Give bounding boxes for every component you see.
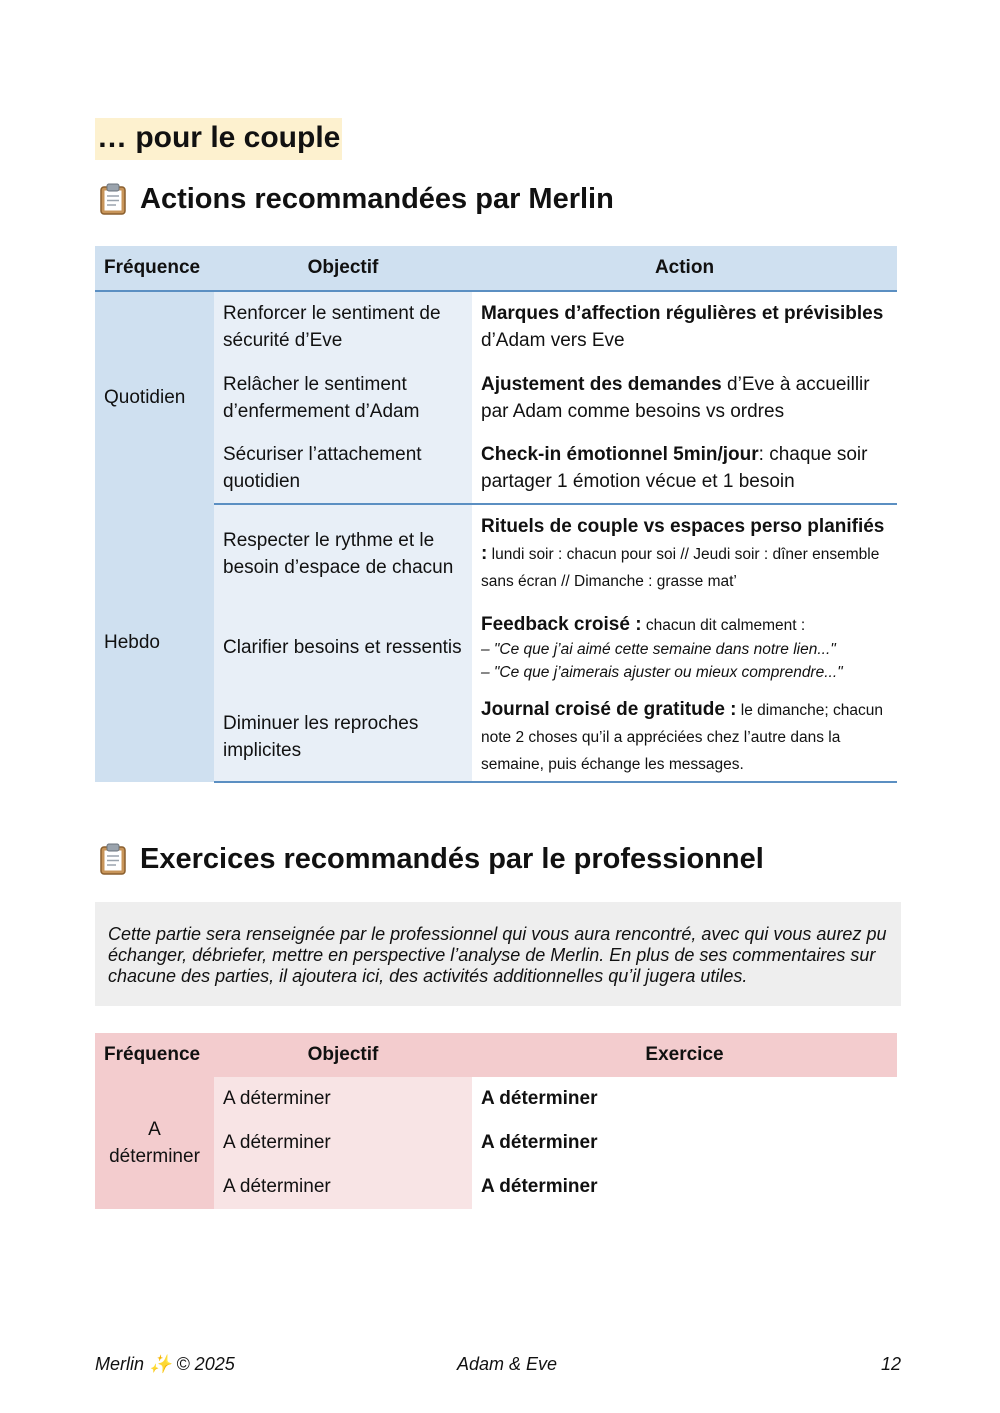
objective-cell: A déterminer [214, 1165, 472, 1209]
table-row [95, 291, 897, 362]
objective-cell: Sécuriser l’attachement quotidien [214, 433, 472, 504]
frequency-cell: Quotidien [95, 291, 214, 504]
footer-couple: Adam & Eve [457, 1354, 558, 1374]
footer-brand: Merlin ✨ © 2025 [95, 1354, 235, 1374]
action-cell [472, 692, 897, 782]
action-detail: d’Eve à accueillir par Adam comme besoins vs ordres [481, 373, 870, 422]
objective-cell: Renforcer le sentiment de sécurité d’Eve [214, 291, 472, 362]
action-cell [472, 291, 897, 362]
table-row [95, 1165, 897, 1209]
table-row [95, 1121, 897, 1165]
action-title: Ajustement des demandes [481, 373, 722, 395]
table-header-row [95, 246, 897, 291]
action-title: Feedback croisé : [481, 613, 642, 635]
professional-notice: Cette partie sera renseignée par le professionnel qui vous aura rencontré, avec qui vous aurez pu échanger, débriefer, mettre en perspective l’analyse de Merlin. En plus de ses commentaires sur chacune des parties, il ajoutera ici, des activités additionnelles qu’il jugera utiles. [95, 902, 901, 1006]
objective-cell: Diminuer les reproches implicites [214, 692, 472, 782]
table-header-row [95, 1033, 897, 1077]
action-title: Check-in émotionnel 5min/jour [481, 444, 759, 465]
actions-heading [96, 181, 614, 217]
table-row [95, 362, 897, 433]
objective-cell: Clarifier besoins et ressentis [214, 602, 472, 692]
exercise-cell: A déterminer [472, 1121, 897, 1165]
exercises-table [95, 1033, 897, 1209]
action-detail: le dimanche; chacun note 2 choses qu’il a appréciées chez l’autre dans la semaine, puis échange les messages. [481, 702, 883, 773]
action-title: Rituels de couple vs espaces perso planifiés : [481, 516, 885, 564]
action-cell [472, 433, 897, 504]
table-row [95, 692, 897, 782]
objective-cell: A déterminer [214, 1121, 472, 1165]
page-number: 12 [880, 1354, 901, 1374]
clipboard-icon [96, 842, 130, 876]
header-exercise: Exercice [472, 1033, 897, 1077]
table-row [95, 1077, 897, 1121]
section-title: … pour le couple [95, 118, 342, 160]
header-objective: Objectif [214, 246, 472, 291]
header-objective: Objectif [214, 1033, 472, 1077]
table-row [95, 433, 897, 504]
exercises-title: Exercices recommandés par le professionnel [140, 843, 764, 875]
action-cell [472, 362, 897, 433]
table-row [95, 602, 897, 692]
objective-cell: Relâcher le sentiment d’enfermement d’Adam [214, 362, 472, 433]
exercise-cell: A déterminer [472, 1077, 897, 1121]
actions-title: Actions recommandées par Merlin [140, 183, 614, 215]
action-title: Marques d’affection régulières et prévisibles [481, 303, 884, 324]
header-action: Action [472, 246, 897, 291]
frequency-cell: Hebdo [95, 504, 214, 782]
header-frequency: Fréquence [95, 1033, 214, 1077]
action-cell [472, 504, 897, 602]
action-detail: d’Adam vers Eve [481, 330, 625, 351]
exercises-heading [96, 841, 764, 877]
actions-table [95, 246, 897, 783]
quote-line: – "Ce que j’ai aimé cette semaine dans notre lien..." [481, 640, 836, 658]
exercise-cell: A déterminer [472, 1165, 897, 1209]
action-title: Journal croisé de gratitude : [481, 699, 737, 720]
header-frequency: Fréquence [95, 246, 214, 291]
objective-cell: A déterminer [214, 1077, 472, 1121]
frequency-cell: A déterminer [95, 1077, 214, 1209]
table-row [95, 504, 897, 602]
action-detail: : chaque soir partager 1 émotion vécue et 1 besoin [481, 444, 868, 492]
action-detail: lundi soir : chacun pour soi // Jeudi soir : dîner ensemble sans écran // Dimanche : grasse mat’ [481, 546, 880, 590]
action-detail: chacun dit calmement : [641, 616, 806, 634]
quote-line: – "Ce que j’aimerais ajuster ou mieux comprendre..." [481, 663, 843, 681]
objective-cell: Respecter le rythme et le besoin d’espace de chacun [214, 504, 472, 602]
action-cell [472, 602, 897, 692]
clipboard-icon [96, 182, 130, 216]
